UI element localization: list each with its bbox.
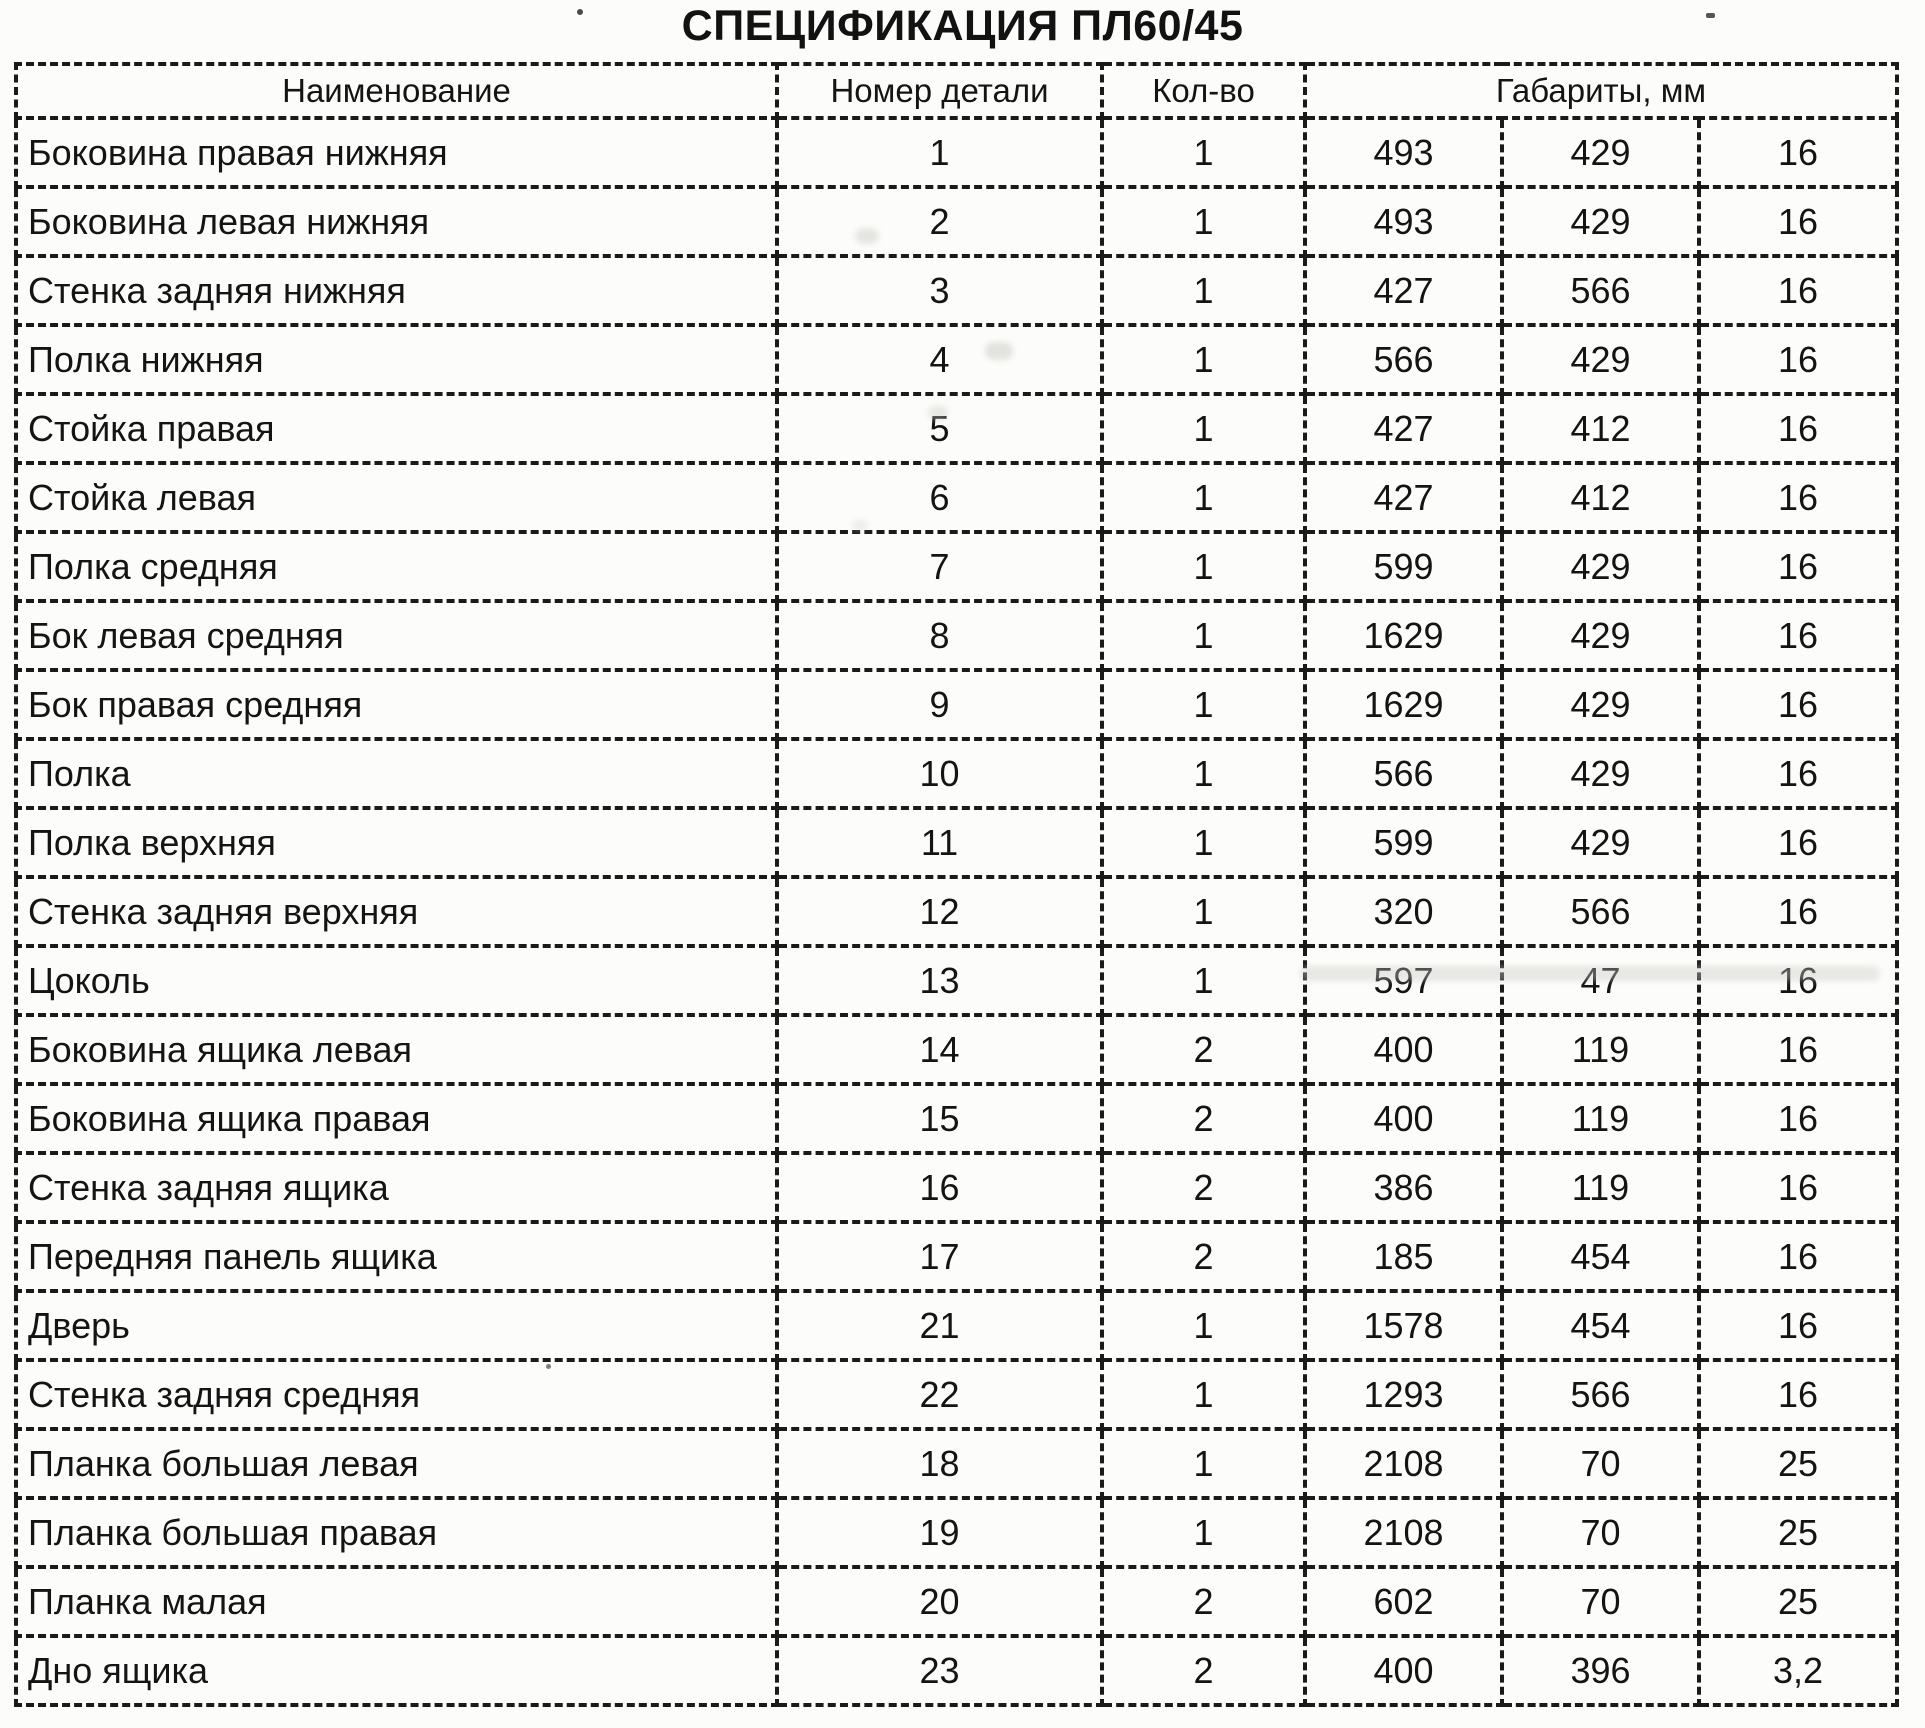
dim-thickness-cell: 16 (1699, 1084, 1897, 1153)
part-name-cell: Боковина ящика правая (16, 1084, 777, 1153)
quantity-cell: 1 (1102, 256, 1305, 325)
dim-height-cell: 412 (1502, 463, 1699, 532)
dim-height-cell: 429 (1502, 118, 1699, 187)
dim-width-cell: 400 (1305, 1084, 1502, 1153)
quantity-cell: 2 (1102, 1084, 1305, 1153)
quantity-cell: 1 (1102, 118, 1305, 187)
part-name-cell: Стенка задняя средняя (16, 1360, 777, 1429)
quantity-cell: 1 (1102, 1429, 1305, 1498)
scan-speck (1706, 13, 1715, 18)
spec-table-body (16, 118, 1897, 1705)
scan-smudge (852, 520, 868, 531)
table-row (16, 1084, 1897, 1153)
part-number-cell: 22 (777, 1360, 1102, 1429)
part-name-cell: Стенка задняя нижняя (16, 256, 777, 325)
dim-thickness-cell: 16 (1699, 118, 1897, 187)
quantity-cell: 2 (1102, 1636, 1305, 1705)
part-name-cell: Полка нижняя (16, 325, 777, 394)
part-number-cell: 15 (777, 1084, 1102, 1153)
dim-width-cell: 1578 (1305, 1291, 1502, 1360)
quantity-cell: 1 (1102, 670, 1305, 739)
table-row (16, 1429, 1897, 1498)
quantity-cell: 2 (1102, 1015, 1305, 1084)
dim-width-cell: 2108 (1305, 1429, 1502, 1498)
dim-height-cell: 119 (1502, 1084, 1699, 1153)
dim-width-cell: 400 (1305, 1015, 1502, 1084)
dim-thickness-cell: 16 (1699, 739, 1897, 808)
part-name-cell: Стенка задняя ящика (16, 1153, 777, 1222)
dim-height-cell: 454 (1502, 1222, 1699, 1291)
dim-width-cell: 493 (1305, 118, 1502, 187)
part-number-cell: 23 (777, 1636, 1102, 1705)
dim-height-cell: 412 (1502, 394, 1699, 463)
scan-smudge (985, 342, 1013, 360)
table-row (16, 256, 1897, 325)
part-number-cell: 20 (777, 1567, 1102, 1636)
part-name-cell: Планка большая левая (16, 1429, 777, 1498)
dim-thickness-cell: 16 (1699, 325, 1897, 394)
part-name-cell: Полка верхняя (16, 808, 777, 877)
dim-thickness-cell: 25 (1699, 1567, 1897, 1636)
part-name-cell: Полка средняя (16, 532, 777, 601)
dim-width-cell: 1293 (1305, 1360, 1502, 1429)
dim-width-cell: 566 (1305, 325, 1502, 394)
part-number-cell: 18 (777, 1429, 1102, 1498)
part-name-cell: Цоколь (16, 946, 777, 1015)
dim-height-cell: 396 (1502, 1636, 1699, 1705)
spec-table-header (16, 64, 1897, 118)
dim-thickness-cell: 16 (1699, 1153, 1897, 1222)
dim-height-cell: 47 (1502, 946, 1699, 1015)
dim-height-cell: 70 (1502, 1498, 1699, 1567)
dim-height-cell: 429 (1502, 808, 1699, 877)
dim-width-cell: 599 (1305, 808, 1502, 877)
quantity-cell: 1 (1102, 394, 1305, 463)
table-row (16, 118, 1897, 187)
part-name-cell: Полка (16, 739, 777, 808)
table-row (16, 877, 1897, 946)
dim-height-cell: 429 (1502, 601, 1699, 670)
col-header-part-number: Номер детали (777, 64, 1102, 118)
scan-speck (577, 9, 583, 15)
table-row (16, 1222, 1897, 1291)
dim-height-cell: 70 (1502, 1567, 1699, 1636)
dim-height-cell: 70 (1502, 1429, 1699, 1498)
part-name-cell: Боковина левая нижняя (16, 187, 777, 256)
dim-height-cell: 429 (1502, 325, 1699, 394)
dim-thickness-cell: 16 (1699, 394, 1897, 463)
dim-height-cell: 429 (1502, 670, 1699, 739)
dim-thickness-cell: 16 (1699, 1360, 1897, 1429)
col-header-dimensions: Габариты, мм (1305, 64, 1897, 118)
quantity-cell: 1 (1102, 739, 1305, 808)
dim-height-cell: 566 (1502, 256, 1699, 325)
part-name-cell: Дверь (16, 1291, 777, 1360)
dim-width-cell: 386 (1305, 1153, 1502, 1222)
page-title: СПЕЦИФИКАЦИЯ ПЛ60/45 (681, 2, 1244, 50)
quantity-cell: 1 (1102, 1498, 1305, 1567)
part-name-cell: Стойка левая (16, 463, 777, 532)
dim-thickness-cell: 25 (1699, 1429, 1897, 1498)
dim-height-cell: 119 (1502, 1015, 1699, 1084)
table-row (16, 670, 1897, 739)
part-name-cell: Планка большая правая (16, 1498, 777, 1567)
part-name-cell: Бок правая средняя (16, 670, 777, 739)
part-number-cell: 1 (777, 118, 1102, 187)
spec-table (14, 62, 1899, 1707)
table-row (16, 1015, 1897, 1084)
dim-thickness-cell: 16 (1699, 670, 1897, 739)
dim-height-cell: 119 (1502, 1153, 1699, 1222)
part-name-cell: Передняя панель ящика (16, 1222, 777, 1291)
dim-thickness-cell: 16 (1699, 532, 1897, 601)
dim-thickness-cell: 3,2 (1699, 1636, 1897, 1705)
table-row (16, 1291, 1897, 1360)
scan-smudge (855, 228, 879, 244)
dim-thickness-cell: 16 (1699, 808, 1897, 877)
part-number-cell: 17 (777, 1222, 1102, 1291)
dim-thickness-cell: 16 (1699, 601, 1897, 670)
dim-height-cell: 566 (1502, 1360, 1699, 1429)
dim-thickness-cell: 16 (1699, 946, 1897, 1015)
part-number-cell: 11 (777, 808, 1102, 877)
dim-height-cell: 429 (1502, 739, 1699, 808)
table-row (16, 325, 1897, 394)
dim-height-cell: 429 (1502, 187, 1699, 256)
dim-width-cell: 427 (1305, 394, 1502, 463)
table-row (16, 187, 1897, 256)
part-number-cell: 16 (777, 1153, 1102, 1222)
scan-smudge (928, 406, 948, 420)
dim-width-cell: 597 (1305, 946, 1502, 1015)
part-number-cell: 19 (777, 1498, 1102, 1567)
scan-speck (546, 1364, 551, 1369)
part-number-cell: 21 (777, 1291, 1102, 1360)
col-header-name: Наименование (16, 64, 777, 118)
part-number-cell: 10 (777, 739, 1102, 808)
dim-width-cell: 2108 (1305, 1498, 1502, 1567)
table-row (16, 808, 1897, 877)
part-name-cell: Дно ящика (16, 1636, 777, 1705)
part-number-cell: 3 (777, 256, 1102, 325)
dim-thickness-cell: 16 (1699, 256, 1897, 325)
dim-width-cell: 493 (1305, 187, 1502, 256)
dim-thickness-cell: 16 (1699, 463, 1897, 532)
dim-thickness-cell: 16 (1699, 877, 1897, 946)
dim-width-cell: 602 (1305, 1567, 1502, 1636)
dim-width-cell: 320 (1305, 877, 1502, 946)
table-row (16, 739, 1897, 808)
quantity-cell: 1 (1102, 808, 1305, 877)
table-row (16, 1498, 1897, 1567)
table-row (16, 532, 1897, 601)
quantity-cell: 1 (1102, 946, 1305, 1015)
part-number-cell: 14 (777, 1015, 1102, 1084)
table-row (16, 463, 1897, 532)
quantity-cell: 1 (1102, 325, 1305, 394)
dim-thickness-cell: 16 (1699, 1222, 1897, 1291)
quantity-cell: 1 (1102, 1291, 1305, 1360)
part-name-cell: Стойка правая (16, 394, 777, 463)
table-row (16, 1567, 1897, 1636)
quantity-cell: 2 (1102, 1222, 1305, 1291)
dim-width-cell: 566 (1305, 739, 1502, 808)
part-number-cell: 2 (777, 187, 1102, 256)
quantity-cell: 2 (1102, 1567, 1305, 1636)
part-number-cell: 5 (777, 394, 1102, 463)
part-number-cell: 4 (777, 325, 1102, 394)
quantity-cell: 2 (1102, 1153, 1305, 1222)
quantity-cell: 1 (1102, 463, 1305, 532)
table-row (16, 601, 1897, 670)
dim-width-cell: 1629 (1305, 601, 1502, 670)
quantity-cell: 1 (1102, 1360, 1305, 1429)
dim-thickness-cell: 16 (1699, 1015, 1897, 1084)
dim-height-cell: 454 (1502, 1291, 1699, 1360)
quantity-cell: 1 (1102, 601, 1305, 670)
table-row (16, 394, 1897, 463)
part-name-cell: Боковина правая нижняя (16, 118, 777, 187)
part-number-cell: 13 (777, 946, 1102, 1015)
table-row (16, 1360, 1897, 1429)
dim-thickness-cell: 16 (1699, 187, 1897, 256)
dim-width-cell: 427 (1305, 256, 1502, 325)
dim-width-cell: 185 (1305, 1222, 1502, 1291)
scan-smudge (1300, 966, 1880, 981)
dim-width-cell: 400 (1305, 1636, 1502, 1705)
part-number-cell: 8 (777, 601, 1102, 670)
quantity-cell: 1 (1102, 187, 1305, 256)
header-row (16, 64, 1897, 118)
part-number-cell: 6 (777, 463, 1102, 532)
part-number-cell: 12 (777, 877, 1102, 946)
part-number-cell: 7 (777, 532, 1102, 601)
dim-width-cell: 1629 (1305, 670, 1502, 739)
part-name-cell: Планка малая (16, 1567, 777, 1636)
part-number-cell: 9 (777, 670, 1102, 739)
dim-thickness-cell: 16 (1699, 1291, 1897, 1360)
dim-width-cell: 427 (1305, 463, 1502, 532)
col-header-quantity: Кол-во (1102, 64, 1305, 118)
dim-height-cell: 566 (1502, 877, 1699, 946)
dim-height-cell: 429 (1502, 532, 1699, 601)
quantity-cell: 1 (1102, 877, 1305, 946)
part-name-cell: Бок левая средняя (16, 601, 777, 670)
dim-thickness-cell: 25 (1699, 1498, 1897, 1567)
part-name-cell: Боковина ящика левая (16, 1015, 777, 1084)
dim-width-cell: 599 (1305, 532, 1502, 601)
table-row (16, 1153, 1897, 1222)
part-name-cell: Стенка задняя верхняя (16, 877, 777, 946)
quantity-cell: 1 (1102, 532, 1305, 601)
table-row (16, 1636, 1897, 1705)
